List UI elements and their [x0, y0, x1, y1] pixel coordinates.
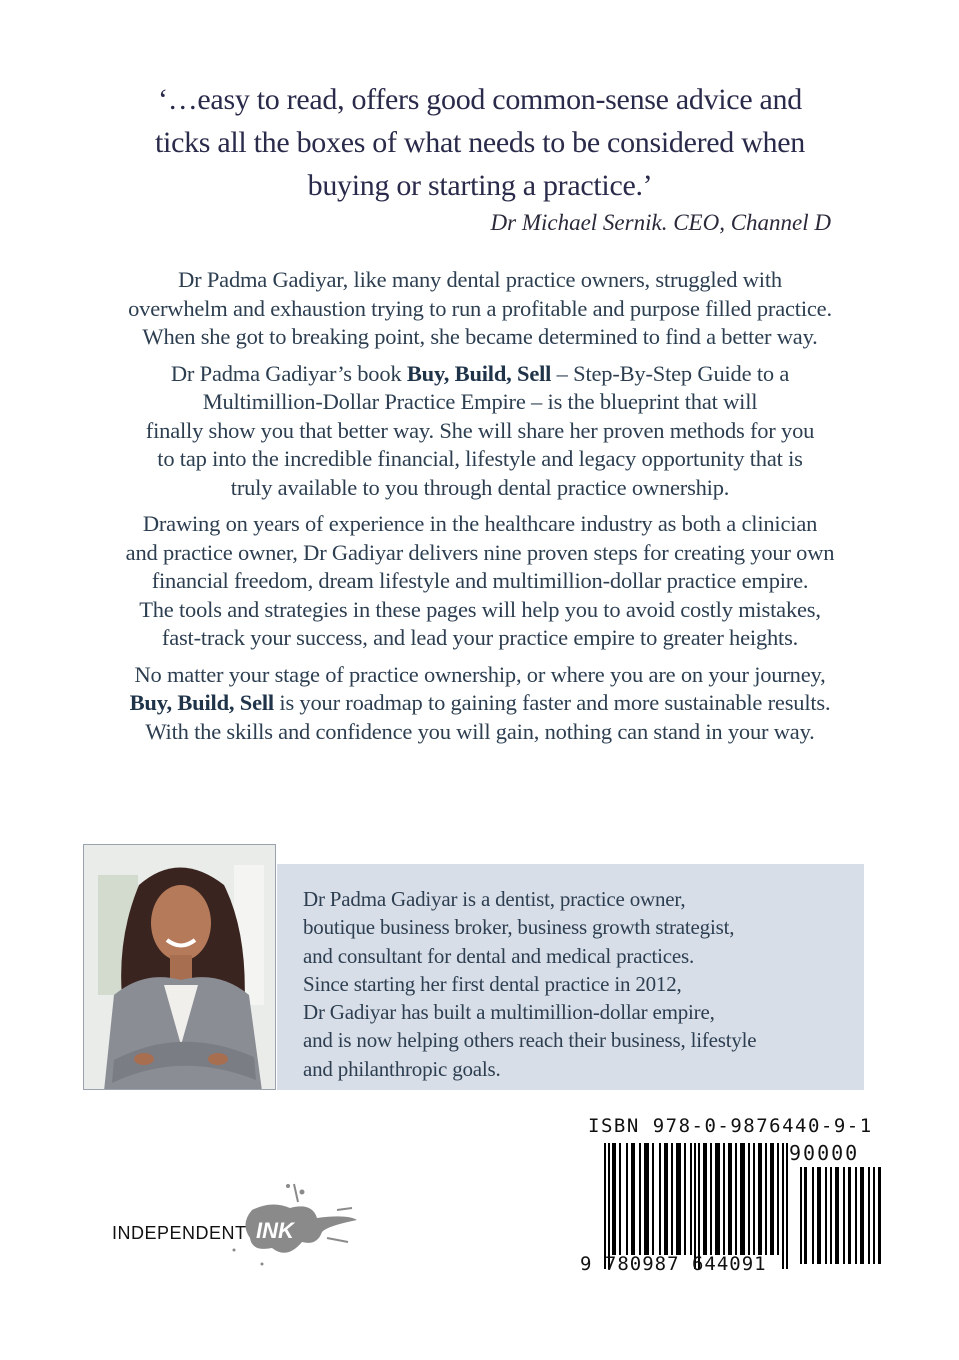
text-line: financial freedom, dream lifestyle and multimillion-dollar practice empire. [151, 568, 809, 593]
bio-line: and is now helping others reach their business, lifestyle [303, 1028, 757, 1053]
text-line: When she got to breaking point, she became determined to find a better way. [142, 324, 818, 349]
price-addon-label: 90000 [789, 1141, 860, 1165]
author-bio-text [303, 885, 756, 1083]
publisher-name: INDEPENDENT [112, 1223, 247, 1243]
text-line: No matter your stage of practice ownership, or where you are on your journey, [134, 661, 826, 687]
text-line: and practice owner, Dr Gadiyar delivers nine proven steps for creating your own [125, 539, 835, 565]
text-line [60, 689, 900, 718]
author-photo [83, 844, 276, 1090]
text-line: fast-track your success, and lead your practice empire to greater heights. [161, 625, 799, 650]
bio-line: Since starting her first dental practice in 2012, [303, 971, 682, 996]
publisher-logo [112, 1180, 372, 1270]
text-line [60, 360, 900, 389]
description-paragraph [60, 661, 900, 747]
bio-line: and consultant for dental and medical practices. [303, 943, 694, 968]
text-line: overwhelm and exhaustion trying to run a profitable and purpose filled practice. [128, 295, 832, 321]
author-bio-box [277, 864, 864, 1090]
text-span: is your roadmap to gaining faster and more sustainable results. [273, 690, 831, 715]
author-portrait-illustration [84, 845, 276, 1090]
description-paragraph [60, 360, 900, 503]
text-line: finally show you that better way. She will share her proven methods for you [145, 417, 815, 443]
bio-line: and philanthropic goals. [303, 1056, 501, 1081]
text-line: With the skills and confidence you will gain, nothing can stand in your way. [145, 718, 815, 744]
book-description [60, 266, 900, 754]
description-paragraph [60, 510, 900, 653]
bio-line: boutique business broker, business growth strategist, [303, 915, 735, 940]
barcode-bars-icon [604, 1143, 790, 1269]
text-line: Drawing on years of experience in the healthcare industry as both a clinician [142, 511, 818, 536]
book-title-bold: Buy, Build, Sell [129, 690, 274, 715]
testimonial-quote [60, 78, 900, 207]
text-line: The tools and strategies in these pages will help you to avoid costly mistakes, [139, 596, 821, 622]
text-span: Dr Padma Gadiyar’s book [170, 360, 407, 386]
text-line: truly available to you through dental practice ownership. [230, 474, 730, 500]
text-line: Dr Padma Gadiyar, like many dental practice owners, struggled with [178, 267, 782, 292]
quote-line: ticks all the boxes of what needs to be considered when [155, 126, 805, 159]
text-span: – Step-By-Step Guide to a [551, 360, 790, 386]
quote-line: ‘…easy to read, offers good common-sense advice and [158, 83, 802, 116]
bio-line: Dr Padma Gadiyar is a dentist, practice owner, [303, 887, 686, 911]
testimonial-attribution: Dr Michael Sernik. CEO, Channel D [490, 210, 831, 235]
quote-line: buying or starting a practice.’ [307, 169, 653, 202]
publisher-name-ink: INK [256, 1218, 294, 1243]
text-line: Multimillion-Dollar Practice Empire – is the blueprint that will [202, 389, 758, 414]
isbn-label: ISBN 978-0-9876440-9-1 [588, 1115, 873, 1137]
isbn-barcode [580, 1115, 880, 1285]
book-title-bold: Buy, Build, Sell [406, 360, 552, 386]
addon-barcode-bars-icon [800, 1167, 882, 1264]
ean-digits: 9 780987 644091 [580, 1253, 767, 1275]
bio-line: Dr Gadiyar has built a multimillion-dollar empire, [303, 1000, 715, 1025]
description-paragraph [60, 266, 900, 352]
text-line: to tap into the incredible financial, lifestyle and legacy opportunity that is [157, 446, 803, 471]
